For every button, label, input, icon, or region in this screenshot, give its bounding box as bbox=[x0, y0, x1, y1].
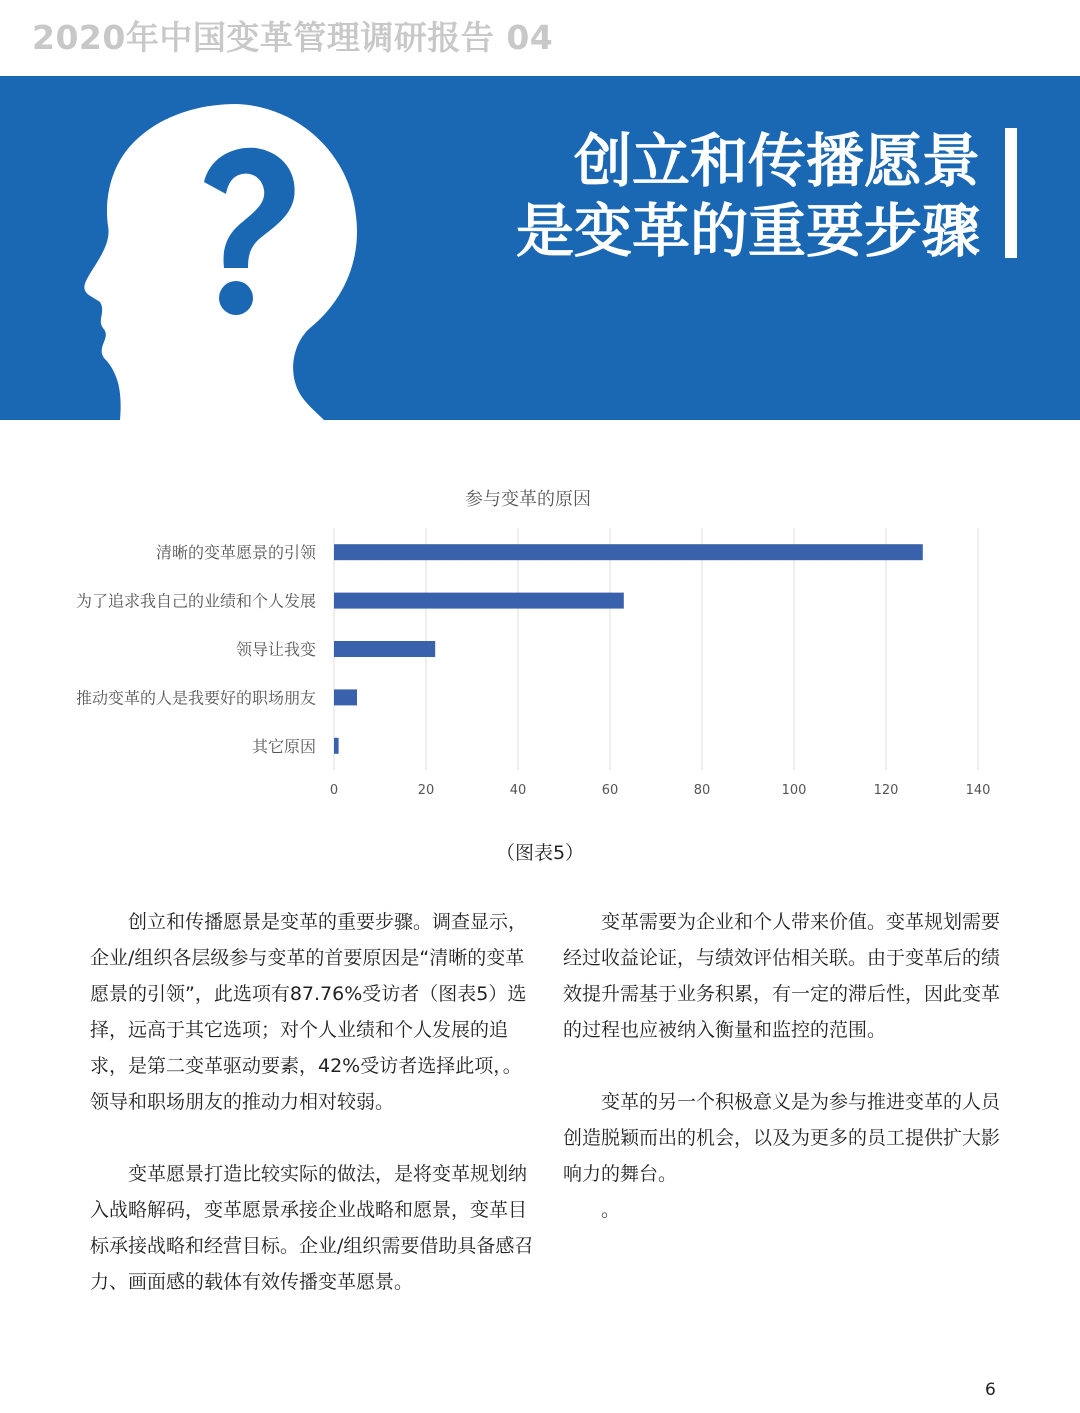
x-tick-label: 0 bbox=[329, 783, 339, 798]
bar bbox=[334, 544, 923, 560]
category-label: 清晰的变革愿景的引领 bbox=[155, 543, 316, 563]
x-tick-label: 40 bbox=[509, 783, 527, 798]
left-text-column bbox=[90, 904, 535, 1300]
right-text-column bbox=[563, 904, 1008, 1228]
category-label: 领导让我变 bbox=[235, 640, 316, 659]
right-paragraph-1: 变革需要为企业和个人带来价值。变革规划需要经过收益论证，与绩效评估相关联。由于变革后的绩效提升需基于业务积累，有一定的滞后性，因此变革的过程也应被纳入衡量和监控的范围。 bbox=[563, 911, 1001, 1041]
right-paragraph-3: 。 bbox=[601, 1199, 621, 1221]
x-tick-label: 60 bbox=[601, 783, 619, 798]
banner-accent-bar bbox=[1005, 128, 1017, 258]
chart-title: 参与变革的原因 bbox=[465, 489, 591, 510]
left-paragraph-2: 变革愿景打造比较实际的做法，是将变革规划纳入战略解码，变革愿景承接企业战略和愿景，变革目标承接战略和经营目标。企业/组织需要借助具备感召力、画面感的载体有效传播变革愿景。 bbox=[90, 1163, 534, 1293]
banner-title bbox=[516, 126, 980, 266]
banner-title-line2: 是变革的重要步骤 bbox=[515, 197, 980, 265]
category-label: 其它原因 bbox=[251, 736, 316, 756]
category-label: 为了追求我自己的业绩和个人发展 bbox=[75, 591, 316, 611]
bar bbox=[334, 641, 435, 657]
chart-caption: （图表5） bbox=[495, 842, 585, 864]
head-question-icon bbox=[0, 76, 400, 420]
title-banner bbox=[0, 76, 1080, 420]
left-paragraph-1: 创立和传播愿景是变革的重要步骤。调查显示，企业/组织各层级参与变革的首要原因是“清晰的变革愿景的引领”，此选项有87.76%受访者（图表5）选择，远高于其它选项；对个人业绩和个人发展的追求，是第二变革驱动要素，42%受访者选择此项，。领导和职场朋友的推动力相对较弱。 bbox=[90, 911, 528, 1113]
x-tick-label: 80 bbox=[693, 783, 711, 798]
bar bbox=[334, 738, 339, 754]
x-tick-label: 20 bbox=[417, 783, 435, 798]
x-tick-label: 100 bbox=[781, 783, 807, 798]
x-tick-label: 120 bbox=[873, 783, 899, 798]
page-number: 6 bbox=[985, 1380, 996, 1400]
reasons-bar-chart bbox=[40, 476, 1040, 806]
right-paragraph-2: 变革的另一个积极意义是为参与推进变革的人员创造脱颖而出的机会，以及为更多的员工提供扩大影响力的舞台。 bbox=[563, 1091, 1001, 1185]
report-header-title: 2020年中国变革管理调研报告 04 bbox=[32, 18, 554, 57]
x-tick-label: 140 bbox=[965, 783, 991, 798]
banner-title-line1: 创立和传播愿景 bbox=[573, 127, 980, 195]
bar bbox=[334, 689, 357, 705]
category-label: 推动变革的人是我要好的职场朋友 bbox=[75, 688, 316, 708]
bar bbox=[334, 593, 624, 609]
